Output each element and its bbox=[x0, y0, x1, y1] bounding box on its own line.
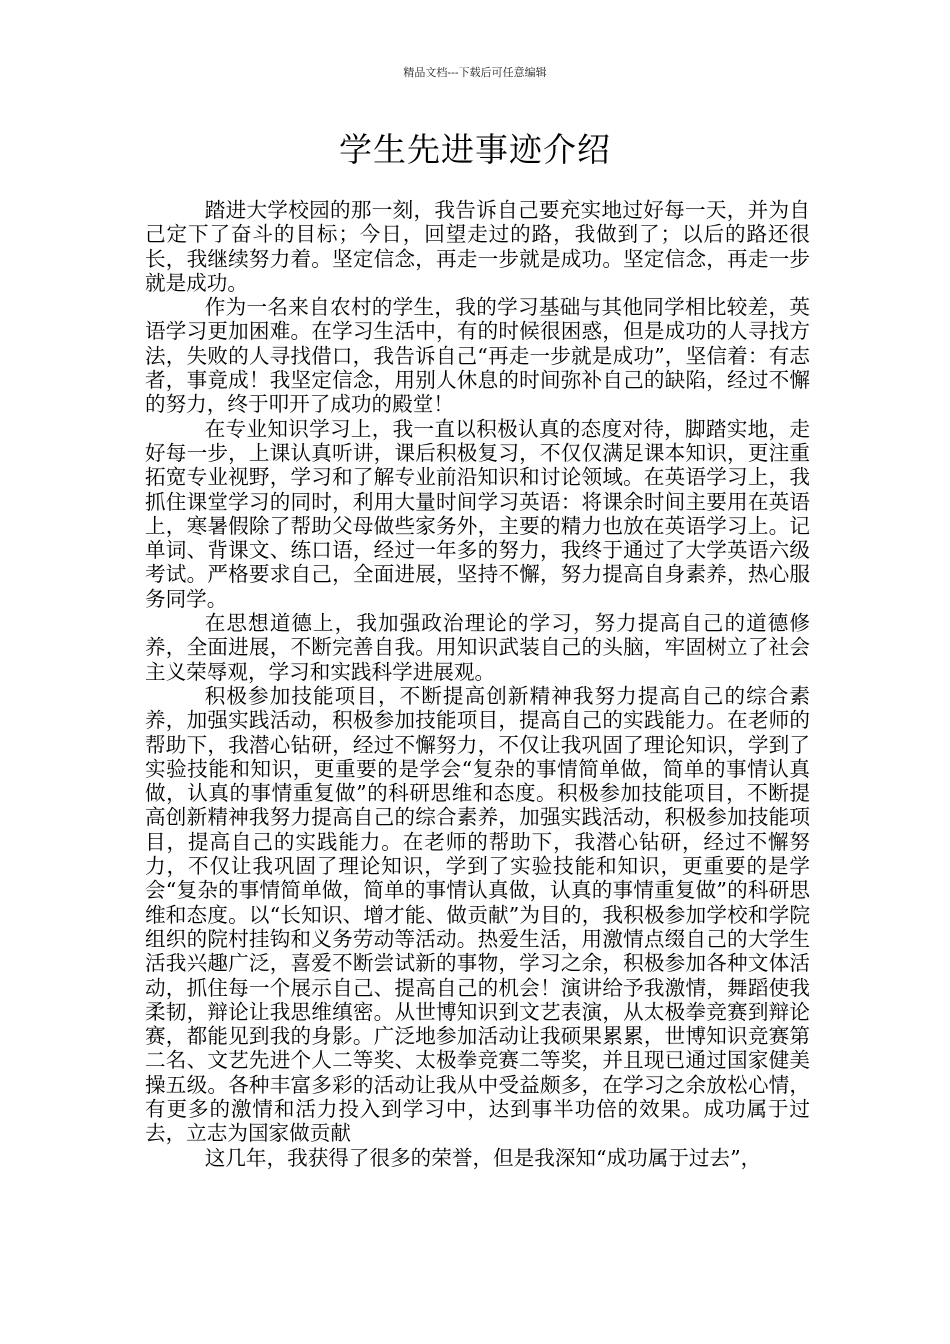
page-header: 精品文档---下载后可任意编辑 bbox=[403, 66, 547, 79]
document-body bbox=[145, 198, 810, 1170]
paragraph-3: 在专业知识学习上，我一直以积极认真的态度对待，脚踏实地，走好每一步，上课认真听讲，课后积极复习，不仅仅满足课本知识，更注重拓宽专业视野，学习和了解专业前沿知识和讨论领域。在英语学习上，我抓住课堂学习的同时，利用大量时间学习英语：将课余时间主要用在英语上，寒暑假除了帮助父母做些家务外，主要的精力也放在英语学习上。记单词、背课文、练口语，经过一年多的努力，我终于通过了大学英语六级考试。严格要求自己，全面进展，坚持不懈，努力提高自身素养，热心服务同学。 bbox=[145, 416, 810, 611]
paragraph-4: 在思想道德上，我加强政治理论的学习，努力提高自己的道德修养，全面进展，不断完善自我。用知识武装自己的头脑，牢固树立了社会主义荣辱观，学习和实践科学进展观。 bbox=[145, 611, 810, 684]
paragraph-1: 踏进大学校园的那一刻，我告诉自己要充实地过好每一天，并为自己定下了奋斗的目标；今日，回望走过的路，我做到了；以后的路还很长，我继续努力着。坚定信念，再走一步就是成功。坚定信念，再走一步就是成功。 bbox=[145, 198, 810, 295]
page-title: 学生先进事迹介绍 bbox=[339, 130, 611, 169]
paragraph-5: 积极参加技能项目，不断提高创新精神我努力提高自己的综合素养，加强实践活动，积极参加技能项目，提高自己的实践能力。在老师的帮助下，我潜心钻研，经过不懈努力，不仅让我巩固了理论知识，学到了实验技能和知识，更重要的是学会“复杂的事情简单做，简单的事情认真做，认真的事情重复做”的科研思维和态度。积极参加技能项目，不断提高创新精神我努力提高自己的综合素养，加强实践活动，积极参加技能项目，提高自己的实践能力。在老师的帮助下，我潜心钻研，经过不懈努力，不仅让我巩固了理论知识，学到了实验技能和知识，更重要的是学会“复杂的事情简单做，简单的事情认真做，认真的事情重复做”的科研思维和态度。以“长知识、增才能、做贡献”为目的，我积极参加学校和学院组织的院村挂钩和义务劳动等活动。热爱生活，用激情点缀自己的大学生活我兴趣广泛，喜爱不断尝试新的事物，学习之余，积极参加各种文体活动，抓住每一个展示自己、提高自己的机会！演讲给予我激情，舞蹈使我柔韧，辩论让我思维缜密。从世博知识到文艺表演，从太极拳竞赛到辩论赛，都能见到我的身影。广泛地参加活动让我硕果累累，世博知识竞赛第二名、文艺先进个人二等奖、太极拳竞赛二等奖，并且现已通过国家健美操五级。各种丰富多彩的活动让我从中受益颇多，在学习之余放松心情，有更多的激情和活力投入到学习中，达到事半功倍的效果。成功属于过去，立志为国家做贡献 bbox=[145, 683, 810, 1146]
paragraph-2: 作为一名来自农村的学生，我的学习基础与其他同学相比较差，英语学习更加困难。在学习生活中，有的时候很困惑，但是成功的人寻找方法，失败的人寻找借口，我告诉自己“再走一步就是成功”，坚信着：有志者，事竟成！我坚定信念，用别人休息的时间弥补自己的缺陷，经过不懈的努力，终于叩开了成功的殿堂！ bbox=[145, 295, 810, 417]
paragraph-6: 这几年，我获得了很多的荣誉，但是我深知“成功属于过去”， bbox=[204, 1145, 762, 1170]
